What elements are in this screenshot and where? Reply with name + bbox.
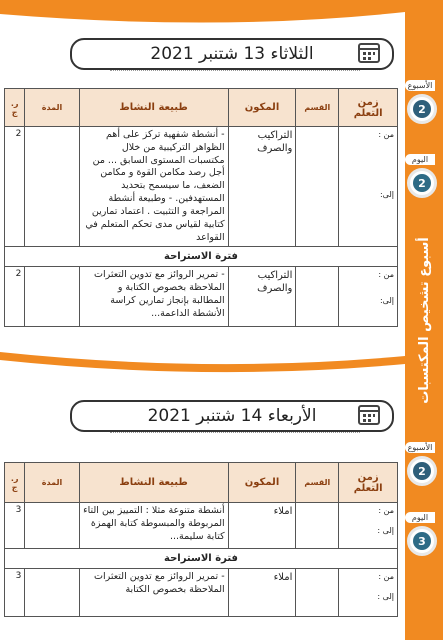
week-label: الأسبوع [405,442,435,453]
day-badge [407,526,437,556]
component-cell: التراكيب والصرف [228,127,296,247]
week-badge [407,94,437,124]
section-cell [296,503,339,549]
day-label: اليوم [405,512,435,523]
lesson-table [4,462,398,617]
calendar-icon [358,43,380,63]
day-title: الأربعاء 14 شتنبر 2021 [147,406,317,426]
header-rj: ر. ج [5,463,25,503]
week-badge [407,456,437,486]
divider [110,68,360,71]
header-component: المكون [228,463,296,503]
divider [110,430,360,433]
rj-cell: 2 [5,267,25,327]
time-cell [339,127,398,247]
day-badge [407,168,437,198]
side-title-text: أسبوع تشخيص المكتسبات [416,236,432,404]
header-time: زمن التعلم [339,89,398,127]
time-from: من : [378,130,394,139]
break-label: فترة الاستراحة [5,247,398,267]
time-to: إلى: [379,190,394,199]
table-row [5,267,398,327]
duration-cell [25,267,79,327]
rj-cell: 2 [5,127,25,247]
time-to: إلى: [379,296,394,306]
time-from: من : [378,572,394,581]
section-cell [296,127,339,247]
rj-cell: 3 [5,503,25,549]
middle-curve [0,350,443,380]
time-cell [339,503,398,549]
header-time: زمن التعلم [339,463,398,503]
activity-cell: - تمرير الروائز مع تدوين التعثرات الملاحظة بخصوص الكتابة [79,569,228,617]
top-curve [0,0,443,30]
time-to: إلى : [377,526,394,535]
component-cell: املاء [228,503,296,549]
break-row [5,549,398,569]
section-cell [296,569,339,617]
header-section: القسم [296,89,339,127]
table-row [5,127,398,247]
week-number: 2 [413,100,431,118]
day-label: اليوم [405,154,435,165]
day-number: 2 [413,174,431,192]
header-section: القسم [296,463,339,503]
time-to: إلى : [377,592,394,601]
break-label: فترة الاستراحة [5,549,398,569]
activity-cell: أنشطة متنوعة مثلا : التمييز بين التاء المربوطة والمبسوطة كتابة الهمزة كتابة سليمة... [79,503,228,549]
table-row [5,503,398,549]
component-cell: املاء [228,569,296,617]
table-row [5,569,398,617]
duration-cell [25,569,79,617]
day-header [70,38,394,70]
day-header [70,400,394,432]
header-activity: طبيعة النشاط [79,463,228,503]
header-duration: المدة [25,463,79,503]
activity-cell: - تمرير الروائز مع تدوين التعثرات الملاحظة بخصوص الكتابة و المطالبة بإنجاز تمارين كراسة الأنشطة الداعمة... [79,267,228,327]
component-cell: التراكيب والصرف [228,267,296,327]
header-duration: المدة [25,89,79,127]
header-rj: ر. ج [5,89,25,127]
header-component: المكون [228,89,296,127]
activity-cell: - أنشطة شفهية تركز على أهم الظواهر التركيبية من خلال مكتسبات المستوى السابق ... من أجل رصد مكامن القوة و مكامن الضعف، ما سيسمح بتحديد المستهدفين. - وطبيعة أنشطة المراجعة و التثبيت . اعتماد تمارين كتابية لقياس مدى تحكم المتعلم في القواعد [79,127,228,247]
week-label: الأسبوع [405,80,435,91]
calendar-icon [358,405,380,425]
week-number: 2 [413,462,431,480]
rj-cell: 3 [5,569,25,617]
break-row [5,247,398,267]
header-activity: طبيعة النشاط [79,89,228,127]
time-from: من : [378,506,394,515]
section-cell [296,267,339,327]
time-from: من : [378,270,394,280]
day-title: الثلاثاء 13 شتنبر 2021 [150,44,314,64]
day-number: 3 [413,532,431,550]
time-cell [339,569,398,617]
lesson-table [4,88,398,327]
duration-cell [25,503,79,549]
time-cell [339,267,398,327]
duration-cell [25,127,79,247]
